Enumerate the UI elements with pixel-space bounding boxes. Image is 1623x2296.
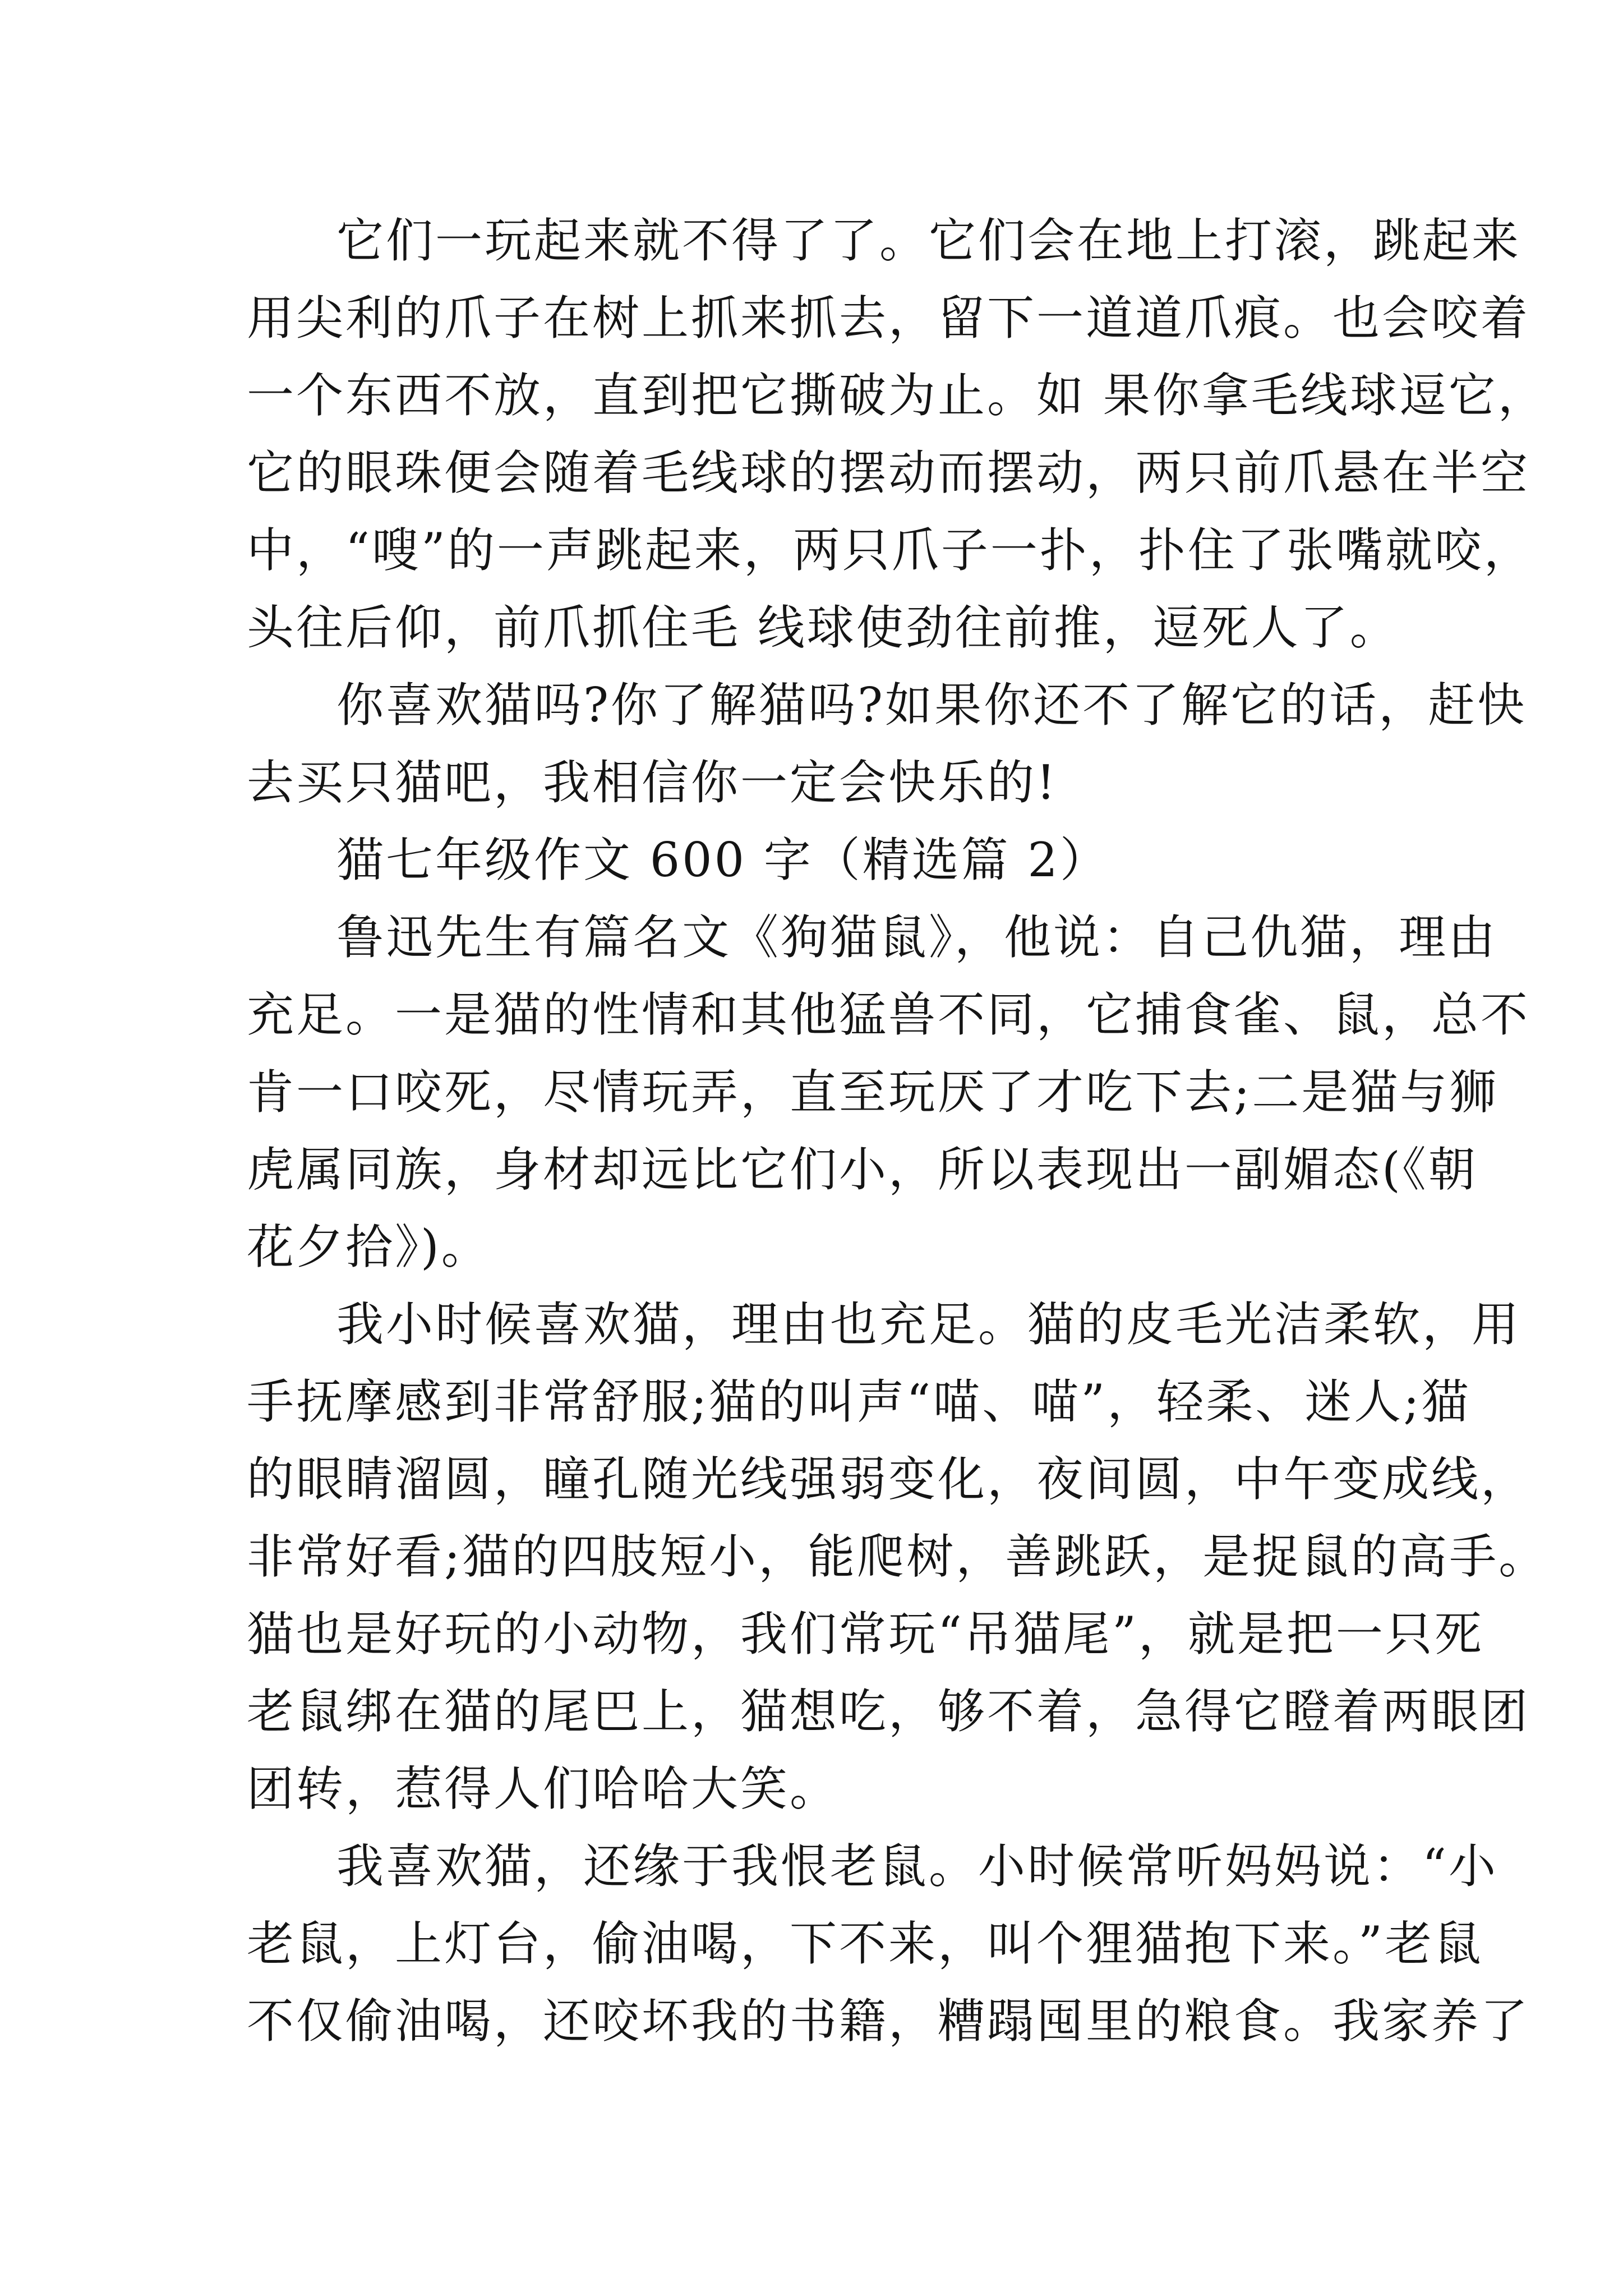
paragraph-line: 肯一口咬死，尽情玩弄，直至玩厌了才吃下去;二是猫与狮 xyxy=(247,1065,1499,1120)
paragraph-line: 一个东西不放，直到把它撕破为止。如 果你拿毛线球逗它， xyxy=(247,368,1547,423)
paragraph-line: 它的眼珠便会随着毛线球的摆动而摆动，两只前爪悬在半空 xyxy=(247,445,1530,500)
paragraph-line: 你喜欢猫吗?你了解猫吗?如果你还不了解它的话，赶快 xyxy=(336,678,1527,733)
paragraph-line: 不仅偷油喝，还咬坏我的书籍，糟蹋囤里的粮食。我家养了 xyxy=(247,1994,1530,2049)
paragraph-line: 猫也是好玩的小动物，我们常玩“吊猫尾”，就是把一只死 xyxy=(247,1607,1484,1662)
section-heading: 猫七年级作文 600 字（精选篇 2） xyxy=(336,832,1109,887)
paragraph-line: 鲁迅先生有篇名文《狗猫鼠》，他说：自己仇猫，理由 xyxy=(336,910,1498,965)
paragraph-line: 花夕拾》)。 xyxy=(247,1220,491,1274)
paragraph-line: 用尖利的爪子在树上抓来抓去，留下一道道爪痕。也会咬着 xyxy=(247,291,1530,346)
paragraph-line: 非常好看;猫的四肢短小，能爬树，善跳跃，是捉鼠的高手。 xyxy=(247,1529,1548,1584)
paragraph-line: 去买只猫吧，我相信你一定会快乐的! xyxy=(247,755,1058,810)
paragraph-line: 它们一玩起来就不得了了。它们会在地上打滚，跳起来 xyxy=(336,213,1521,268)
paragraph-line: 团转，惹得人们哈哈大笑。 xyxy=(247,1761,840,1816)
paragraph-line: 老鼠，上灯台，偷油喝，下不来，叫个狸猫抱下来。”老鼠 xyxy=(247,1916,1483,1971)
paragraph-line: 充足。一是猫的性情和其他猛兽不同，它捕食雀、鼠，总不 xyxy=(247,987,1530,1042)
paragraph-line: 中，“嗖”的一声跳起来，两只爪子一扑，扑住了张嘴就咬， xyxy=(247,523,1533,578)
paragraph-line: 头往后仰，前爪抓住毛 线球使劲往前推，逗死人了。 xyxy=(247,600,1399,655)
essay-body xyxy=(247,202,1548,2060)
paragraph-line: 老鼠绑在猫的尾巴上，猫想吃，够不着，急得它瞪着两眼团 xyxy=(247,1684,1530,1739)
paragraph-line: 我喜欢猫，还缘于我恨老鼠。小时候常听妈妈说：“小 xyxy=(336,1839,1498,1894)
paragraph-line: 的眼睛溜圆，瞳孔随光线强弱变化，夜间圆，中午变成线， xyxy=(247,1452,1530,1507)
paragraph-line: 手抚摩感到非常舒服;猫的叫声“喵、喵”，轻柔、迷人;猫 xyxy=(247,1374,1471,1429)
paragraph-line: 虎属同族，身材却远比它们小，所以表现出一副媚态(《朝 xyxy=(247,1142,1478,1197)
paragraph-line: 我小时候喜欢猫，理由也充足。猫的皮毛光洁柔软，用 xyxy=(336,1297,1521,1352)
